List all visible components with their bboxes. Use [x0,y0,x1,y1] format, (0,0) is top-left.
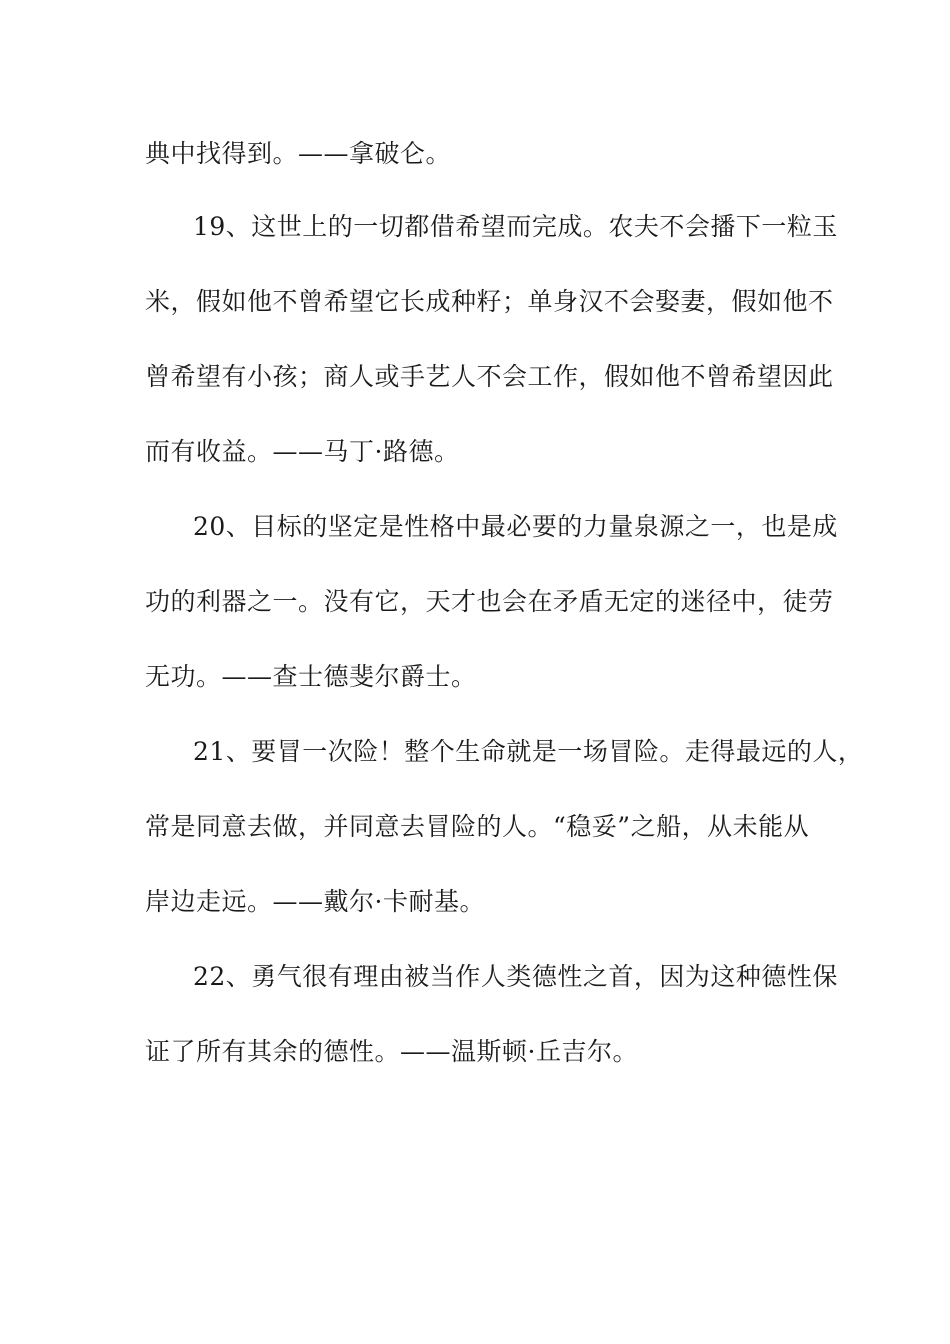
quote-20-line-1: 20、目标的坚定是性格中最必要的力量泉源之一，也是成 [193,512,838,541]
quote-19-line-1: 19、这世上的一切都借希望而完成。农夫不会播下一粒玉 [193,212,838,241]
quote-19-line-2: 米，假如他不曾希望它长成种籽；单身汉不会娶妻，假如他不 [145,287,834,316]
quote-21-attribution: 岸边走远。——戴尔·卡耐基。 [145,887,485,916]
quote-19-line-3: 曾希望有小孩；商人或手艺人不会工作，假如他不曾希望因此 [145,362,834,391]
quote-21-line-1: 21、要冒一次险！整个生命就是一场冒险。走得最远的人， [193,737,864,766]
quote-20-attribution: 无功。——查士德斐尔爵士。 [145,662,477,691]
quote-21-line-2: 常是同意去做，并同意去冒险的人。“稳妥”之船，从未能从 [145,812,810,841]
quote-20-line-2: 功的利器之一。没有它，天才也会在矛盾无定的迷径中，徒劳 [145,587,834,616]
text-line: 典中找得到。——拿破仑。 [145,139,452,168]
quote-19-attribution: 而有收益。——马丁·路德。 [145,437,460,466]
quote-22-attribution: 证了所有其余的德性。——温斯顿·丘吉尔。 [145,1037,638,1066]
quote-22-line-1: 22、勇气很有理由被当作人类德性之首，因为这种德性保 [193,962,838,991]
